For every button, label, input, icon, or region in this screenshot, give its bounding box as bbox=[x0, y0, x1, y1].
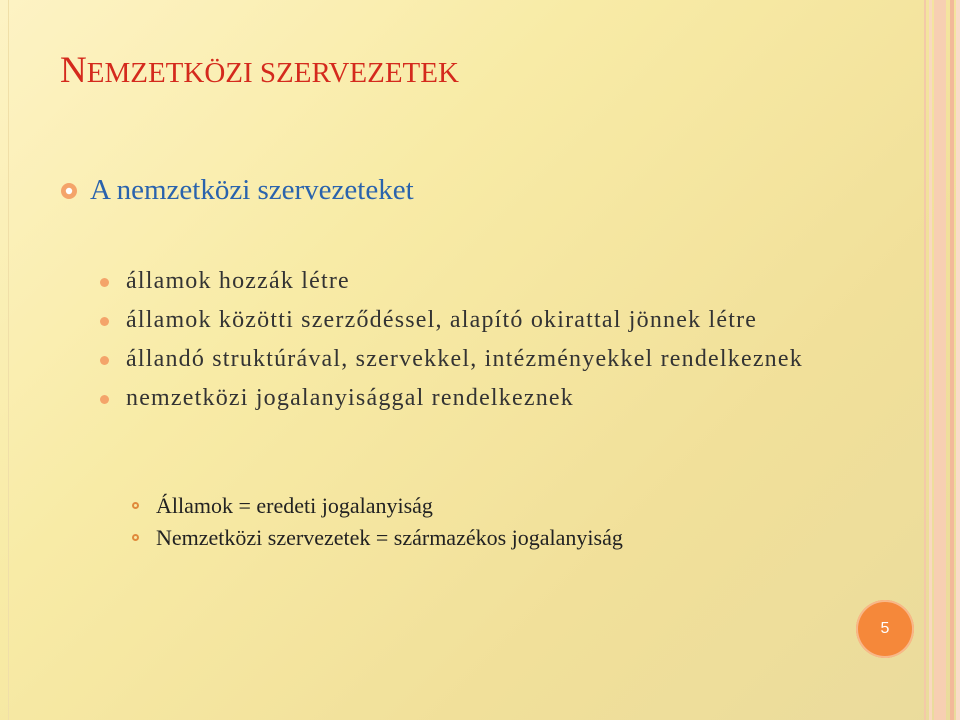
dot-bullet-icon bbox=[100, 317, 109, 326]
stripe bbox=[924, 0, 926, 720]
ring-bullet-icon bbox=[132, 502, 139, 509]
dot-bullet-icon bbox=[100, 356, 109, 365]
list-item bbox=[100, 383, 820, 414]
dot-bullet-icon bbox=[100, 278, 109, 287]
stripe bbox=[929, 0, 932, 720]
level2-list bbox=[100, 266, 820, 422]
left-decorative-line bbox=[8, 0, 9, 720]
list-item bbox=[132, 524, 832, 551]
list-item-text: Államok = eredeti jogalanyiság bbox=[156, 493, 433, 518]
page-number-badge: 5 bbox=[856, 600, 914, 658]
list-item-text: állandó struktúrával, szervekkel, intézményekkel rendelkeznek bbox=[126, 346, 803, 372]
list-item-text: államok közötti szerződéssel, alapító okirattal jönnek létre bbox=[126, 307, 758, 333]
ring-bullet-icon bbox=[60, 182, 78, 200]
list-item-text: nemzetközi jogalanyisággal rendelkeznek bbox=[126, 385, 574, 411]
stripe bbox=[950, 0, 954, 720]
right-decorative-stripes bbox=[918, 0, 960, 720]
slide-title bbox=[60, 52, 459, 89]
stripe bbox=[956, 0, 960, 720]
level3-list bbox=[132, 492, 832, 556]
title-rest: EMZETKÖZI SZERVEZETEK bbox=[86, 57, 459, 89]
list-item bbox=[100, 266, 820, 297]
list-item bbox=[100, 344, 820, 375]
level1-bullet-item bbox=[60, 176, 414, 205]
list-item bbox=[100, 305, 820, 336]
ring-bullet-icon bbox=[132, 534, 139, 541]
list-item-text: államok hozzák létre bbox=[126, 268, 350, 294]
title-first-letter: N bbox=[60, 50, 87, 91]
stripe bbox=[934, 0, 946, 720]
list-item-text: Nemzetközi szervezetek = származékos jogalanyiság bbox=[156, 525, 623, 550]
dot-bullet-icon bbox=[100, 395, 109, 404]
level1-text: A nemzetközi szervezeteket bbox=[90, 174, 414, 206]
list-item bbox=[132, 492, 832, 519]
